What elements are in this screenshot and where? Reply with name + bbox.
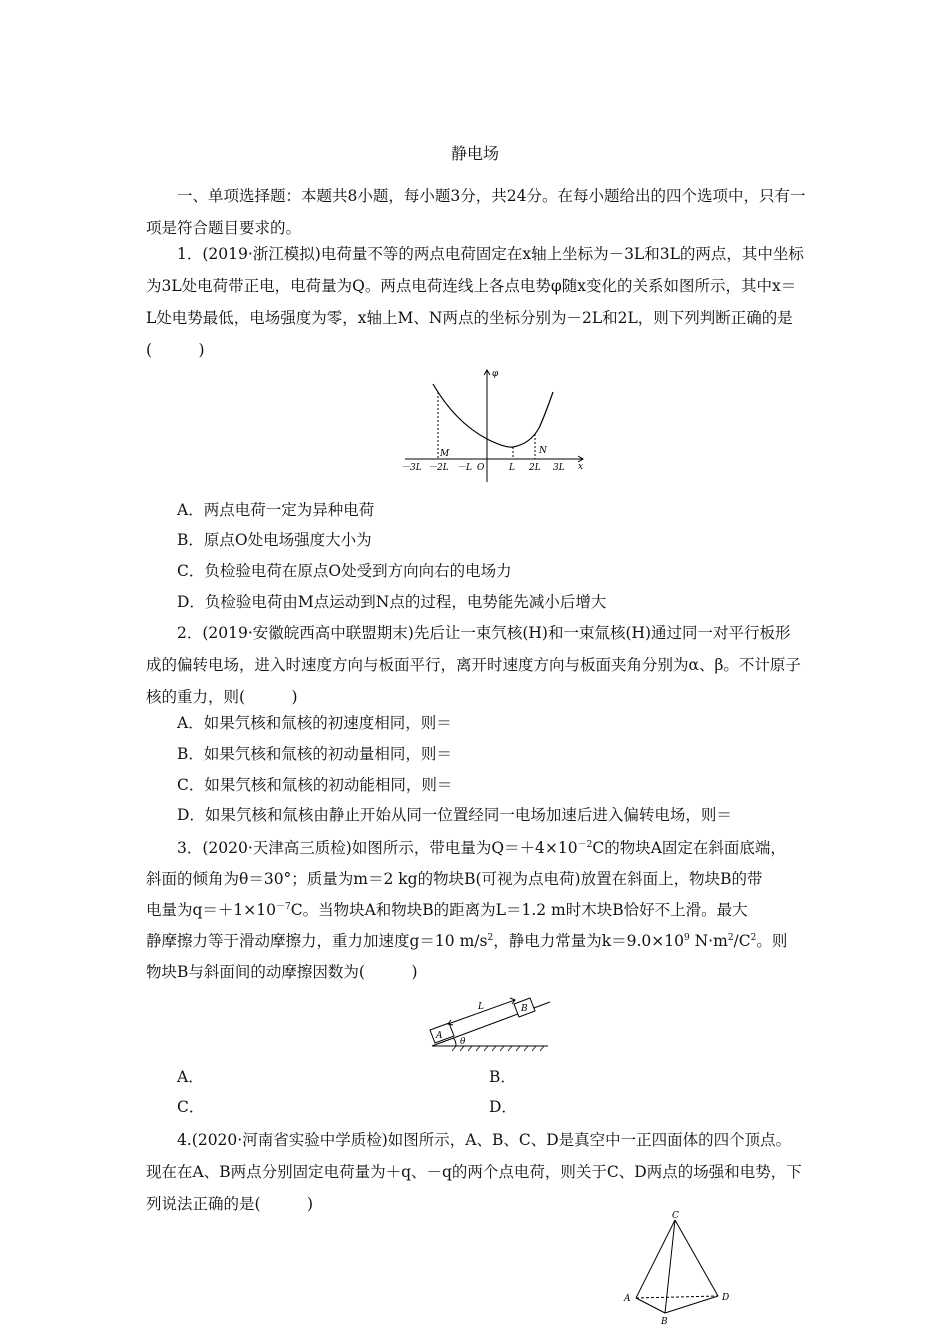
q1-option-a: A．两点电荷一定为异种电荷 [177,501,375,519]
edge-ab [636,1298,665,1313]
page-title: 静电场 [450,144,499,163]
q1-option-c: C．负检验电荷在原点O处受到方向向右的电场力 [177,562,512,580]
edge-cd [675,1220,718,1296]
section-heading: 一、单项选择题：本题共8小题，每小题3分，共24分。在每小题给出的四个选项中，只有一项是符合题目要求的。 [146,187,806,237]
point-m-label: M [440,449,450,459]
q2-option-c: C．如果氕核和氚核的初动能相同，则＝ [177,776,453,794]
distance-l-label: L [478,1002,484,1012]
q3-stem-line2: 斜面的倾角为θ＝30°；质量为m＝2 kg的物块B(可视为点电荷)放置在斜面上，物块B的带 [146,870,763,888]
q3-stem: 3．(2020·天津高三质检)如图所示，带电量为$Q=+4\times 10^{-2}C$的物块A固定在斜面底端， [177,839,786,857]
tick-label: 3L [553,463,565,473]
tick-label: －L [457,463,472,473]
point-n-label: N [539,446,547,456]
q3-option-d: D． [489,1098,517,1116]
q3-stem-line5: 物块B与斜面间的动摩擦因数为( ) [146,963,418,981]
q2-option-d: D．如果氕核和氚核由静止开始从同一位置经同一电场加速后进入偏转电场，则＝ [177,806,732,824]
q2-stem: 2．(2019·安徽皖西高中联盟期末)先后让一束氕核(H)和一束氚核(H)通过同一对平行板形成的偏转电场，进入时速度方向与板面平行，离开时速度方向与板面夹角分别为α、β。不计原子核的重力，则( ) [146,624,801,706]
y-axis-label: φ [492,369,499,379]
tick-label: L [509,463,515,473]
q3-option-b: B． [489,1068,516,1086]
tick-label: 2L [529,463,541,473]
q3-stem-line4: 静摩擦力等于滑动摩擦力，重力加速度g＝10 $m/s^2$，静电力常量为$k=9.0\times 10^9$ $N\cdot m^2/C^2$。则 [146,932,788,950]
potential-curve [433,384,553,447]
block-a-label: A [436,1031,443,1041]
tick-label: －3L [401,463,422,473]
vertex-d-label: D [722,1293,730,1303]
q3-option-a: A． [177,1068,204,1086]
q4-tetrahedron-figure [618,1206,743,1330]
tick-label: O [477,463,485,473]
edge-cb [665,1220,675,1313]
q3-option-c: C． [177,1098,205,1116]
q2-option-a: A．如果氕核和氚核的初速度相同，则＝ [177,714,452,732]
edge-ca [636,1220,675,1298]
q1-potential-graph [395,362,595,487]
block-b-label: B [521,1004,528,1014]
edge-ad-hidden [636,1296,718,1298]
angle-theta-label: θ [460,1037,466,1047]
vertex-c-label: C [672,1211,679,1221]
q3-stem-line3: 电量为$q=+1\times 10^{-7}C$。当物块A和物块B的距离为L＝1.2 m时木块B恰好不上滑。最大 [146,901,748,919]
tick-label: －2L [428,463,449,473]
q1-option-d: D．负检验电荷由M点运动到N点的过程，电势能先减小后增大 [177,593,607,611]
ground-hatching [452,1046,544,1051]
angle-arc [453,1038,456,1046]
q1-option-b: B．原点O处电场强度大小为 [177,531,372,549]
q1-stem: 1．(2019·浙江模拟)电荷量不等的两点电荷固定在x轴上坐标为－3L和3L的两点，其中坐标为3L处电荷带正电，电荷量为Q。两点电荷连线上各点电势φ随x变化的关系如图所示，其中x＝L处电势最低，电场强度为零，x轴上M、N两点的坐标分别为－2L和2L，则下列判断正确的是( ) [146,245,804,359]
q2-option-b: B．如果氕核和氚核的初动量相同，则＝ [177,745,452,763]
vertex-b-label: B [661,1317,668,1327]
edge-bd [665,1296,718,1313]
x-axis-label: x [578,462,584,472]
q3-incline-figure [418,990,553,1055]
q4-stem: 4.(2020·河南省实验中学质检)如图所示，A、B、C、D是真空中一正四面体的四个顶点。现在在A、B两点分别固定电荷量为＋q、－q的两个点电荷，则关于C、D两点的场强和电势，下列说法正确的是( ) [146,1131,802,1213]
vertex-a-label: A [624,1294,631,1304]
